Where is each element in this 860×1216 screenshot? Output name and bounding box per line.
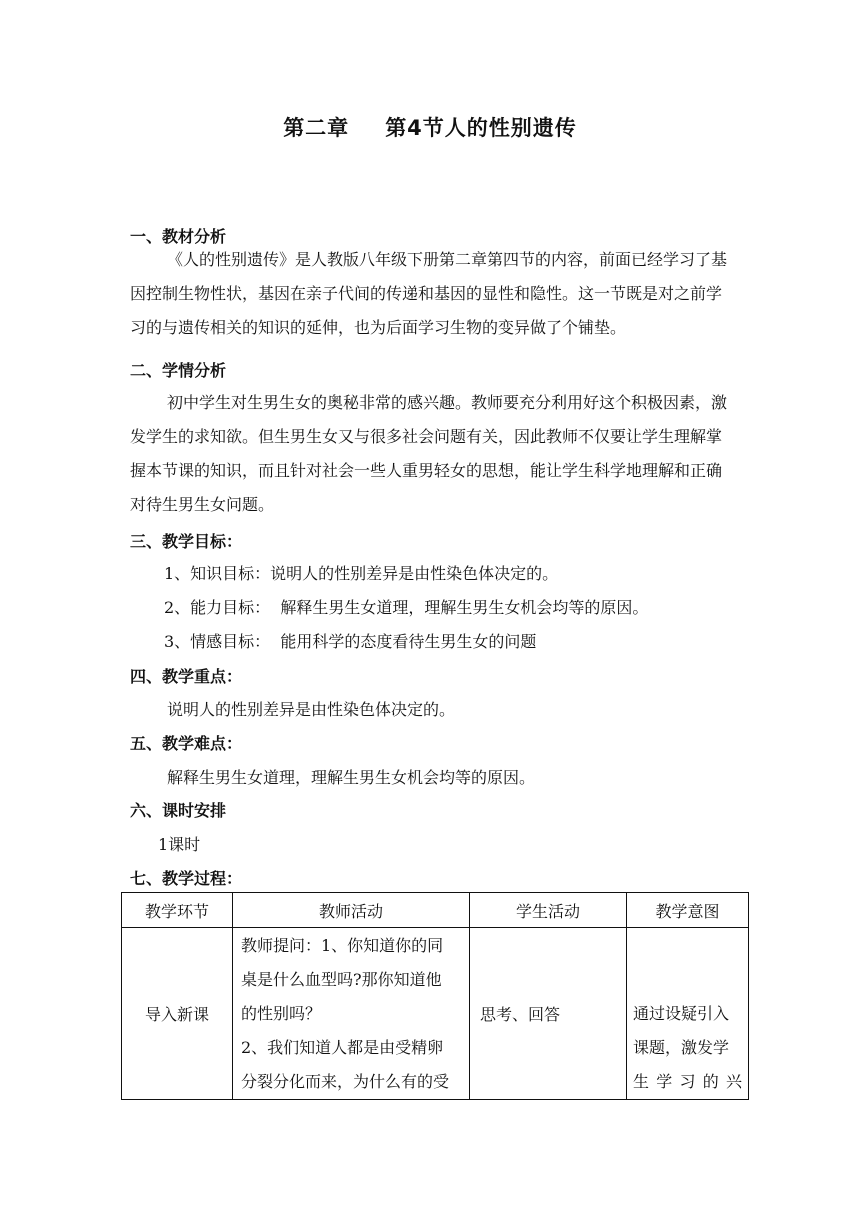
table-header-cell: 教学环节	[122, 893, 233, 928]
table-header-cell: 学生活动	[470, 893, 627, 928]
teacher-activity-line: 的性别吗？	[241, 1004, 322, 1023]
table-header-row	[122, 893, 749, 928]
table-header-cell: 教师活动	[233, 893, 470, 928]
chapter-label: 第二章	[283, 116, 350, 140]
class-hours-text: 1课时	[158, 835, 201, 854]
student-activity-cell: 思考、回答	[470, 928, 627, 1100]
table-row	[122, 928, 749, 1100]
intent-line: 课题，激发学	[633, 1038, 730, 1057]
heading-key-point: 四、教学重点：	[130, 667, 243, 686]
goal-ability: 2、能力目标： 解释生男生女道理，理解生男生女机会均等的原因。	[164, 598, 649, 617]
intent-line: 通过设疑引入	[633, 1004, 730, 1023]
teacher-activity-line: 教师提问：1、你知道你的同	[241, 936, 444, 955]
heading-teaching-process: 七、教学过程：	[130, 869, 243, 888]
page-title	[0, 112, 860, 142]
section-title: 第4节人的性别遗传	[385, 116, 577, 140]
heading-difficulty: 五、教学难点：	[130, 734, 243, 753]
heading-teaching-goals: 三、教学目标：	[130, 532, 243, 551]
key-point-text: 说明人的性别差异是由性染色体决定的。	[167, 700, 456, 719]
teacher-activity-cell	[233, 928, 470, 1100]
difficulty-text: 解释生男生女道理，理解生男生女机会均等的原因。	[167, 768, 536, 787]
intent-cell	[627, 928, 749, 1100]
paragraph-student-analysis: 初中学生对生男生女的奥秘非常的感兴趣。教师要充分利用好这个积极因素，激发学生的求知欲。但生男生女又与很多社会问题有关，因此教师不仅要让学生理解掌握本节课的知识，而且针对社会一些人重男轻女的思想，能让学生科学地理解和正确对待生男生女问题。	[130, 393, 728, 514]
intent-line: 生学习的兴	[633, 1072, 742, 1091]
heading-textbook-analysis: 一、教材分析	[130, 227, 227, 246]
teaching-process-table	[121, 892, 749, 1100]
heading-student-analysis: 二、学情分析	[130, 361, 227, 380]
goal-knowledge: 1、知识目标：说明人的性别差异是由性染色体决定的。	[164, 564, 559, 583]
table-header-cell: 教学意图	[627, 893, 749, 928]
teacher-activity-line: 桌是什么血型吗?那你知道他	[241, 970, 442, 989]
stage-cell: 导入新课	[122, 928, 233, 1100]
heading-class-hours: 六、课时安排	[130, 801, 227, 820]
paragraph-textbook-analysis: 《人的性别遗传》是人教版八年级下册第二章第四节的内容，前面已经学习了基因控制生物性状，基因在亲子代间的传递和基因的显性和隐性。这一节既是对之前学习的与遗传相关的知识的延伸，也为后面学习生物的变异做了个铺垫。	[130, 250, 728, 337]
teacher-activity-line: 分裂分化而来，为什么有的受	[241, 1072, 450, 1091]
goal-emotion: 3、情感目标： 能用科学的态度看待生男生女的问题	[164, 632, 537, 651]
teacher-activity-line: 2、我们知道人都是由受精卵	[241, 1038, 444, 1057]
